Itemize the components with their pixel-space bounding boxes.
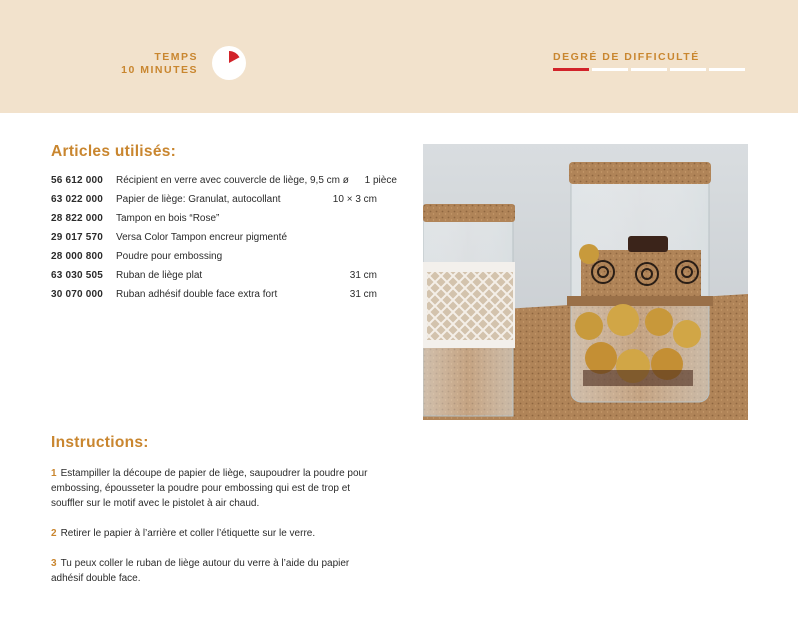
article-code: 30 070 000 <box>51 289 104 300</box>
article-name: Poudre pour embossing <box>116 251 223 262</box>
clock-icon <box>212 46 246 80</box>
article-qty: 31 cm <box>349 289 377 300</box>
step-number: 3 <box>51 558 57 569</box>
difficulty-segment <box>709 68 745 71</box>
article-code: 63 030 505 <box>51 270 104 281</box>
instruction-step <box>51 466 371 511</box>
step-text: Tu peux coller le ruban de liège autour du verre à l’aide du papier adhésif double face. <box>51 558 350 584</box>
difficulty-segment <box>553 68 589 71</box>
article-code: 56 612 000 <box>51 175 104 186</box>
article-name: Ruban adhésif double face extra fort <box>116 289 278 300</box>
article-row <box>51 194 377 213</box>
step-number: 2 <box>51 528 57 539</box>
article-name: Tampon en bois “Rose” <box>116 213 220 224</box>
article-row <box>51 289 377 308</box>
article-code: 29 017 570 <box>51 232 104 243</box>
article-row <box>51 213 377 232</box>
difficulty-segment <box>592 68 628 71</box>
article-row <box>51 175 397 194</box>
time-label: TEMPS <box>154 51 198 63</box>
difficulty-info <box>553 51 748 71</box>
instructions-title: Instructions: <box>51 434 149 451</box>
articles-title: Articles utilisés: <box>51 143 177 160</box>
difficulty-meter <box>553 68 748 71</box>
time-info <box>112 51 198 77</box>
articles-table <box>51 175 397 308</box>
time-value: 10 MINUTES <box>121 64 198 76</box>
article-row <box>51 232 377 251</box>
instructions-list <box>51 466 371 601</box>
article-row <box>51 270 377 289</box>
article-name: Récipient en verre avec couvercle de liège, 9,5 cm ø <box>116 175 349 186</box>
difficulty-segment <box>631 68 667 71</box>
article-name: Papier de liège: Granulat, autocollant <box>116 194 281 205</box>
difficulty-segment <box>670 68 706 71</box>
article-qty: 1 pièce <box>364 175 397 186</box>
step-text: Retirer le papier à l’arrière et coller l’étiquette sur le verre. <box>60 528 316 539</box>
instruction-step <box>51 556 371 586</box>
article-name: Ruban de liège plat <box>116 270 203 281</box>
product-photo <box>423 144 748 420</box>
article-code: 63 022 000 <box>51 194 104 205</box>
article-qty: 31 cm <box>349 270 377 281</box>
step-number: 1 <box>51 468 57 479</box>
article-row <box>51 251 377 270</box>
article-code: 28 822 000 <box>51 213 104 224</box>
step-text: Estampiller la découpe de papier de liège, saupoudrer la poudre pour embossing, épousseter la poudre pour embossing qui est de trop et souffler sur le motif avec le pistolet à air chaud. <box>51 468 368 509</box>
article-code: 28 000 800 <box>51 251 104 262</box>
article-name: Versa Color Tampon encreur pigmenté <box>116 232 288 243</box>
instruction-step <box>51 526 371 541</box>
difficulty-label: DEGRÉ DE DIFFICULTÉ <box>553 51 700 63</box>
article-qty: 10 × 3 cm <box>332 194 377 205</box>
